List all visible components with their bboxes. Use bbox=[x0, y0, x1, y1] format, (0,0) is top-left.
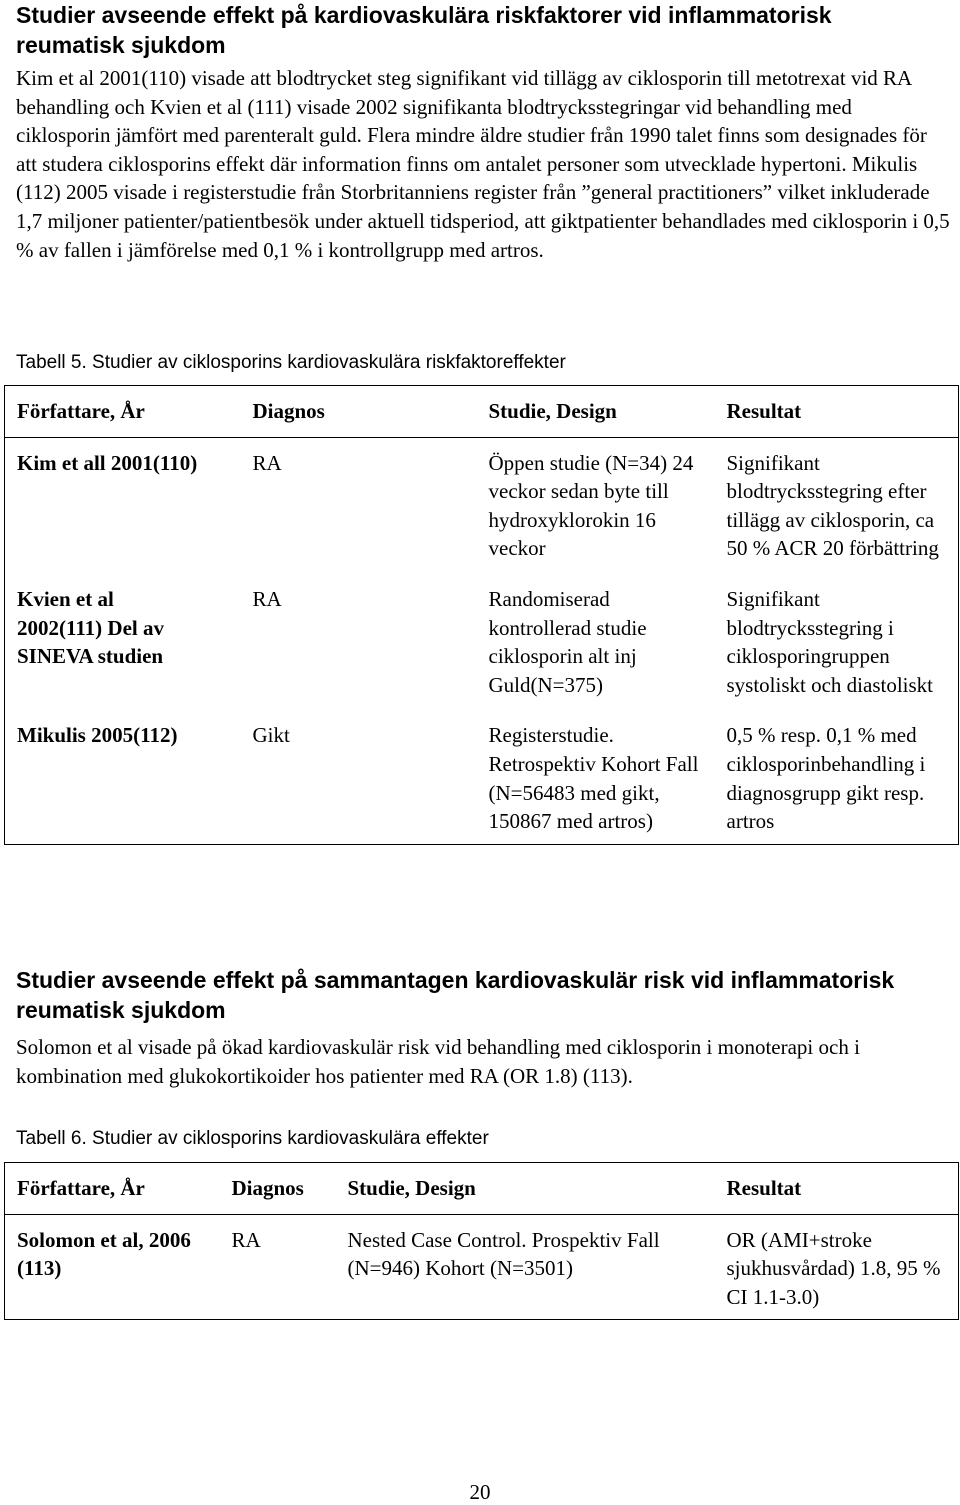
table5-header-design: Studie, Design bbox=[477, 386, 715, 438]
table6-header-row bbox=[5, 1163, 959, 1215]
table6-header-author: Författare, År bbox=[5, 1163, 220, 1215]
section-heading-overall-risk: Studier avseende effekt på sammantagen kardiovaskulär risk vid inflammatorisk reumatisk sjukdom bbox=[16, 967, 895, 1023]
table5-cell-diagnosis: RA bbox=[252, 450, 282, 475]
table5-cell-author: Kim et all 2001(110) bbox=[17, 450, 198, 475]
table5-cell-design: Registerstudie. Retrospektiv Kohort Fall (N=56483 med gikt, 150867 med artros) bbox=[488, 723, 699, 834]
table5-cell-result: 0,5 % resp. 0,1 % med ciklosporinbehandling i diagnosgrupp gikt resp. artros bbox=[726, 723, 926, 834]
table5-cell-result: Signifikant blodtrycksstegring i ciklosporingruppen systoliskt och diastoliskt bbox=[726, 586, 934, 697]
body-paragraph-riskfactors: Kim et al 2001(110) visade att blodtrycket steg signifikant vid tillägg av ciklosporin till metotrexat vid RA behandling och Kvien et al (111) visade 2002 signifikanta blodtrycksstegringar vid behandling med ciklosporin jämfört med parenteralt guld. Flera mindre äldre studier från 1990 talet finns som designades för att studera ciklosporins effekt där information finns om antalet personer som utvecklade hypertoni. Mikulis (112) 2005 visade i registerstudie från Storbritanniens register från ”general practitioners” vilket inkluderade 1,7 miljoner patienter/patientbesök under aktuell tidsperiod, att giktpatienter behandlades med ciklosporin i 0,5 % av fallen i jämförelse med 0,1 % i kontrollgrupp med artros. bbox=[16, 66, 950, 262]
table5-cell-author: Kvien et al 2002(111) Del av SINEVA studien bbox=[17, 586, 164, 669]
table6-cell-result: OR (AMI+stroke sjukhusvårdad) 1.8, 95 % CI 1.1-3.0) bbox=[726, 1227, 941, 1309]
table-row bbox=[5, 1214, 959, 1320]
body-paragraph-overall-risk: Solomon et al visade på ökad kardiovaskulär risk vid behandling med ciklosporin i monoterapi och i kombination med glukokortikoider hos patienter med RA (OR 1.8) (113). bbox=[16, 1035, 860, 1088]
table5 bbox=[4, 385, 959, 845]
table5-cell-author: Mikulis 2005(112) bbox=[17, 723, 178, 748]
table5-caption: Tabell 5. Studier av ciklosporins kardiovaskulära riskfaktoreffekter bbox=[16, 352, 566, 373]
table5-cell-diagnosis: Gikt bbox=[252, 723, 290, 748]
table6-header-result: Resultat bbox=[715, 1163, 959, 1215]
table-row bbox=[5, 721, 959, 844]
table6-caption: Tabell 6. Studier av ciklosporins kardiovaskulära effekter bbox=[16, 1128, 489, 1149]
section-heading-riskfactors: Studier avseende effekt på kardiovaskulära riskfaktorer vid inflammatorisk reumatisk sjukdom bbox=[16, 2, 832, 58]
table5-cell-design: Randomiserad kontrollerad studie ciklosporin alt inj Guld(N=375) bbox=[488, 586, 647, 697]
table5-cell-diagnosis: RA bbox=[252, 586, 282, 611]
table5-cell-result: Signifikant blodtrycksstegring efter tillägg av ciklosporin, ca 50 % ACR 20 förbättring bbox=[726, 450, 939, 561]
table5-cell-design: Öppen studie (N=34) 24 veckor sedan byte till hydroxyklorokin 16 veckor bbox=[488, 450, 694, 561]
page-number: 20 bbox=[469, 1480, 491, 1504]
table-row bbox=[5, 437, 959, 585]
table6 bbox=[4, 1162, 959, 1320]
table6-cell-diagnosis: RA bbox=[231, 1227, 261, 1252]
table6-header-design: Studie, Design bbox=[336, 1163, 715, 1215]
table5-header-author: Författare, År bbox=[5, 386, 241, 438]
table6-header-diagnosis: Diagnos bbox=[220, 1163, 336, 1215]
table-row bbox=[5, 585, 959, 721]
table5-header-result: Resultat bbox=[715, 386, 959, 438]
table6-cell-author: Solomon et al, 2006 (113) bbox=[17, 1227, 191, 1281]
table5-header-row bbox=[5, 386, 959, 438]
table5-header-diagnosis: Diagnos bbox=[241, 386, 477, 438]
table6-cell-design: Nested Case Control. Prospektiv Fall (N=946) Kohort (N=3501) bbox=[347, 1227, 660, 1281]
